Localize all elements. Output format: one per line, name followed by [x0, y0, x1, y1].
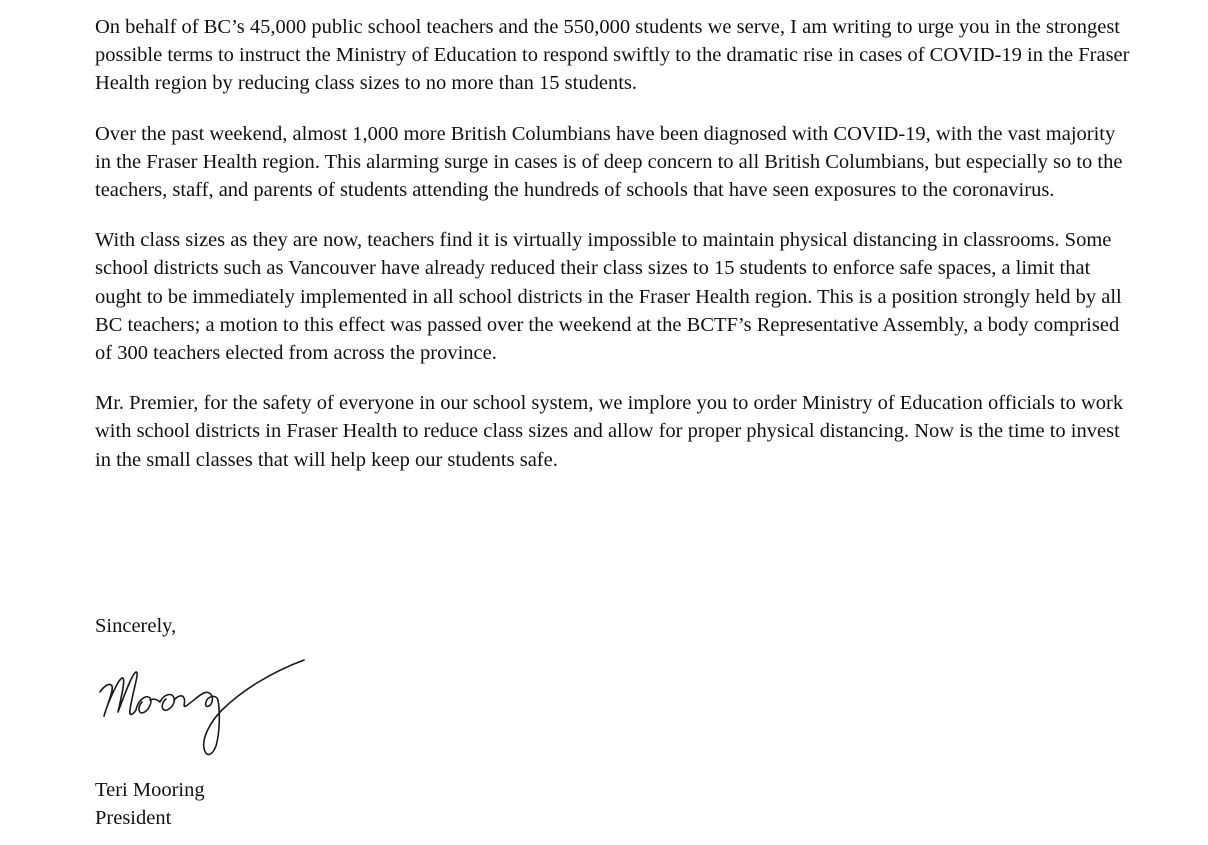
letter-paragraph: On behalf of BC’s 45,000 public school teachers and the 550,000 students we serve, I am writing to urge you in the strongest possible terms to instruct the Ministry of Education to respond swiftly to the dramatic rise in cases of COVID-19 in the Fraser Health region by reducing class sizes to no more than 15 students. — [95, 16, 1130, 95]
letter-paragraph: With class sizes as they are now, teachers find it is virtually impossible to maintain physical distancing in classrooms. Some school districts such as Vancouver have already reduced their class sizes to 15 students to enforce safe spaces, a limit that ought to be immediately implemented in all school districts in the Fraser Health region. This is a position strongly held by all BC teachers; a motion to this effect was passed over the weekend at the BCTF’s Representative Assembly, a body comprised of 300 teachers elected from across the province. — [95, 229, 1122, 365]
handwritten-signature — [92, 650, 322, 775]
letter-closing: Sincerely, — [95, 615, 177, 637]
signer-block — [95, 776, 205, 832]
letter-paragraph: Mr. Premier, for the safety of everyone in our school system, we implore you to order Ministry of Education officials to work with school districts in Fraser Health to reduce class sizes and allow for proper physical distancing. Now is the time to invest in the small classes that will help keep our students safe. — [95, 392, 1124, 471]
letter-body — [95, 13, 1135, 496]
signer-title: President — [95, 807, 172, 829]
letter-paragraph: Over the past weekend, almost 1,000 more British Columbians have been diagnosed with COVID-19, with the vast majority in the Fraser Health region. This alarming surge in cases is of deep concern to all British Columbians, but especially so to the teachers, staff, and parents of students attending the hundreds of schools that have seen exposures to the coronavirus. — [95, 122, 1123, 202]
signer-name: Teri Mooring — [95, 779, 205, 801]
